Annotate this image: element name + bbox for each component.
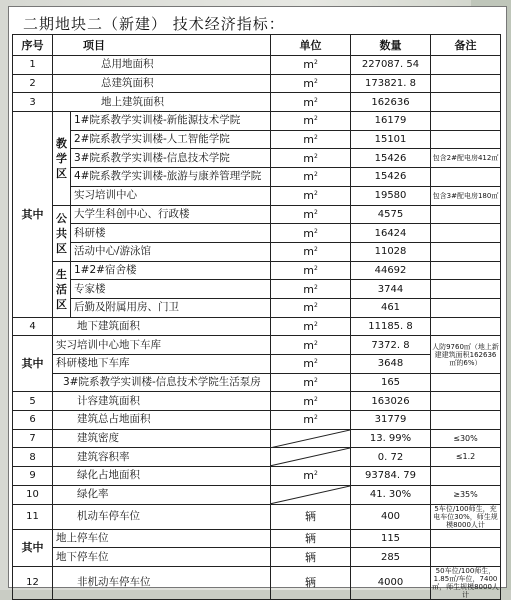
group-jiaoxue: 教学区	[53, 112, 71, 205]
row-name: 计容建筑面积	[53, 392, 271, 411]
table-row	[13, 467, 501, 486]
row-note	[431, 529, 501, 548]
row-name: 2#院系教学实训楼-人工智能学院	[71, 130, 271, 149]
unit-car: 辆	[271, 548, 351, 567]
group-gonggong: 公共区	[53, 205, 71, 261]
row-seq: 3	[13, 93, 53, 112]
unit-sqm: $m^2$	[271, 56, 351, 75]
table-row	[13, 336, 501, 355]
table-header-row	[13, 35, 501, 56]
row-seq: 5	[13, 392, 53, 411]
row-name: 总用地面积	[53, 56, 271, 75]
row-qty: 7372. 8	[351, 336, 431, 355]
row-qty: 93784. 79	[351, 467, 431, 486]
row-qty: 16179	[351, 112, 431, 131]
row-note	[431, 392, 501, 411]
unit-car: 辆	[271, 529, 351, 548]
row-note	[431, 317, 501, 336]
table-row	[13, 149, 501, 168]
header-note: 备注	[431, 35, 501, 56]
row-qty: 4575	[351, 205, 431, 224]
unit-sqm: $m^2$	[271, 93, 351, 112]
row-name: 活动中心/游泳馆	[71, 242, 271, 261]
row-qty: 3648	[351, 355, 431, 374]
unit-sqm: $m^2$	[271, 242, 351, 261]
row-qty: 461	[351, 298, 431, 317]
table-row	[13, 112, 501, 131]
row-note	[431, 224, 501, 243]
table-row	[13, 485, 501, 504]
row-qty: 41. 30%	[351, 485, 431, 504]
row-note	[431, 280, 501, 299]
row-name: 3#院系教学实训楼-信息技术学院	[71, 149, 271, 168]
row-name: 地上建筑面积	[53, 93, 271, 112]
row-qty: 4000	[351, 566, 431, 599]
row-qty: 173821. 8	[351, 74, 431, 93]
row-note	[431, 242, 501, 261]
page-title: 二期地块二（新建） 技术经济指标：	[23, 15, 285, 33]
unit-sqm: $m^2$	[271, 168, 351, 187]
row-seq: 12	[13, 566, 53, 599]
group-qizhong-underground: 其中	[13, 336, 53, 392]
row-qty: 0. 72	[351, 448, 431, 467]
table-row	[13, 355, 501, 374]
unit-sqm: $m^2$	[271, 411, 351, 430]
table-row	[13, 186, 501, 205]
row-qty: 13. 99%	[351, 429, 431, 448]
row-name: 地上停车位	[53, 529, 271, 548]
row-note: ≤1.2	[431, 448, 501, 467]
row-qty: 11028	[351, 242, 431, 261]
row-name: 机动车停车位	[53, 504, 271, 529]
row-qty: 31779	[351, 411, 431, 430]
row-name: 建筑密度	[53, 429, 271, 448]
row-note	[431, 261, 501, 280]
row-qty: 44692	[351, 261, 431, 280]
table-row	[13, 298, 501, 317]
row-name: 总建筑面积	[53, 74, 271, 93]
row-seq: 6	[13, 411, 53, 430]
row-note: ≤30%	[431, 429, 501, 448]
row-qty: 11185. 8	[351, 317, 431, 336]
row-qty: 15426	[351, 168, 431, 187]
table-row	[13, 529, 501, 548]
row-note: 包含2#配电房412㎡	[431, 149, 501, 168]
row-name: 科研楼地下车库	[53, 355, 271, 374]
row-note	[431, 130, 501, 149]
row-name: 非机动车停车位	[53, 566, 271, 599]
header-seq: 序号	[13, 35, 53, 56]
row-note	[431, 93, 501, 112]
unit-sqm: $m^2$	[271, 186, 351, 205]
table-row	[13, 373, 501, 392]
row-seq: 2	[13, 74, 53, 93]
unit-empty-slash	[271, 485, 351, 504]
header-item: 项目	[53, 35, 271, 56]
row-qty: 227087. 54	[351, 56, 431, 75]
row-note	[431, 298, 501, 317]
row-note	[431, 74, 501, 93]
unit-car: 辆	[271, 566, 351, 599]
unit-sqm: $m^2$	[271, 280, 351, 299]
row-name: 实习培训中心地下车库	[53, 336, 271, 355]
unit-empty-slash	[271, 448, 351, 467]
row-note	[431, 373, 501, 392]
unit-sqm: $m^2$	[271, 224, 351, 243]
row-qty: 16424	[351, 224, 431, 243]
row-name: 大学生科创中心、行政楼	[71, 205, 271, 224]
unit-sqm: $m^2$	[271, 392, 351, 411]
table-row	[13, 242, 501, 261]
table-row	[13, 392, 501, 411]
unit-sqm: $m^2$	[271, 298, 351, 317]
row-name: 建筑容积率	[53, 448, 271, 467]
row-qty: 165	[351, 373, 431, 392]
row-name: 地下建筑面积	[53, 317, 271, 336]
row-name: 3#院系教学实训楼-信息技术学院生活泵房	[53, 373, 271, 392]
row-name: 科研楼	[71, 224, 271, 243]
row-seq: 4	[13, 317, 53, 336]
unit-sqm: $m^2$	[271, 355, 351, 374]
table-row	[13, 74, 501, 93]
table-row	[13, 205, 501, 224]
row-qty: 163026	[351, 392, 431, 411]
row-seq: 9	[13, 467, 53, 486]
row-name: 1#2#宿舍楼	[71, 261, 271, 280]
group-qizhong: 其中	[13, 112, 53, 318]
table-row	[13, 261, 501, 280]
unit-sqm: $m^2$	[271, 112, 351, 131]
row-name: 后勤及附属用房、门卫	[71, 298, 271, 317]
row-qty: 3744	[351, 280, 431, 299]
table-row	[13, 566, 501, 599]
unit-sqm: $m^2$	[271, 373, 351, 392]
table-row	[13, 130, 501, 149]
row-qty: 15426	[351, 149, 431, 168]
row-name: 专家楼	[71, 280, 271, 299]
row-note	[431, 56, 501, 75]
row-note: 包含3#配电房180㎡	[431, 186, 501, 205]
table-row	[13, 168, 501, 187]
row-note: 50车位/100师生，1.85㎡/车位，7400㎡，师生规模8000人计	[432, 566, 499, 599]
unit-empty-slash	[271, 429, 351, 448]
unit-sqm: $m^2$	[271, 149, 351, 168]
unit-sqm: $m^2$	[271, 317, 351, 336]
row-qty: 285	[351, 548, 431, 567]
row-note	[431, 467, 501, 486]
row-seq: 7	[13, 429, 53, 448]
table-row	[13, 317, 501, 336]
row-note: 5车位/100师生，充电车位30%，师生规模8000人计	[431, 504, 501, 529]
group-shenghuo: 生活区	[53, 261, 71, 317]
row-name: 建筑总占地面积	[53, 411, 271, 430]
unit-car: 辆	[271, 504, 351, 529]
row-note: 人防9760㎡（地上新建建筑面积162636㎡的6%）	[431, 336, 501, 373]
row-name: 1#院系教学实训楼-新能源技术学院	[71, 112, 271, 131]
table-row	[13, 429, 501, 448]
row-note	[431, 112, 501, 131]
unit-sqm: $m^2$	[271, 261, 351, 280]
row-qty: 19580	[351, 186, 431, 205]
row-name: 实习培训中心	[71, 186, 271, 205]
unit-sqm: $m^2$	[271, 467, 351, 486]
table-row	[13, 448, 501, 467]
row-name: 地下停车位	[53, 548, 271, 567]
unit-sqm: $m^2$	[271, 74, 351, 93]
row-name: 4#院系教学实训楼-旅游与康养管理学院	[71, 168, 271, 187]
row-note: ≥35%	[431, 485, 501, 504]
row-qty: 400	[351, 504, 431, 529]
unit-sqm: $m^2$	[271, 336, 351, 355]
table-row	[13, 504, 501, 529]
row-note	[431, 411, 501, 430]
table-row	[13, 56, 501, 75]
row-qty: 15101	[351, 130, 431, 149]
row-seq: 8	[13, 448, 53, 467]
row-name: 绿化率	[53, 485, 271, 504]
table-row	[13, 280, 501, 299]
row-seq: 11	[13, 504, 53, 529]
row-note	[431, 205, 501, 224]
unit-sqm: $m^2$	[271, 130, 351, 149]
row-note	[431, 548, 501, 567]
table-row	[13, 411, 501, 430]
header-qty: 数量	[351, 35, 431, 56]
table-row	[13, 224, 501, 243]
row-seq: 1	[13, 56, 53, 75]
header-unit: 单位	[271, 35, 351, 56]
table-row	[13, 93, 501, 112]
row-name: 绿化占地面积	[53, 467, 271, 486]
row-qty: 162636	[351, 93, 431, 112]
table-row	[13, 548, 501, 567]
unit-sqm: $m^2$	[271, 205, 351, 224]
tech-econ-table	[12, 34, 501, 600]
row-qty: 115	[351, 529, 431, 548]
row-note	[431, 168, 501, 187]
row-seq: 10	[13, 485, 53, 504]
group-qizhong-parking: 其中	[13, 529, 53, 566]
